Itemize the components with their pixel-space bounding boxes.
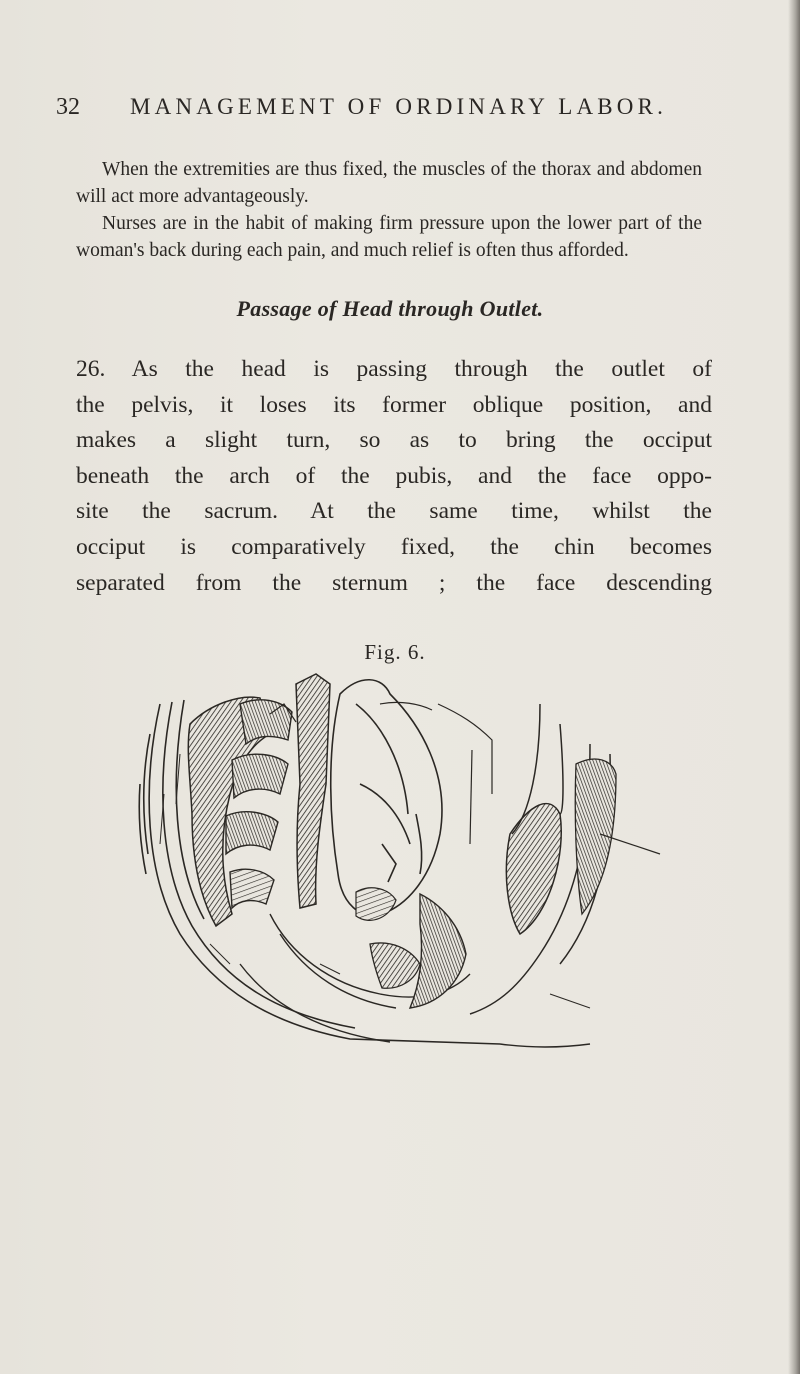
figure-caption: Fig. 6. <box>364 640 426 664</box>
perineum-region <box>410 894 466 1008</box>
pelvic-floor <box>370 943 420 988</box>
fetal-face-detail <box>356 888 396 921</box>
paragraph-extremities <box>76 156 702 210</box>
text-line: site the sacrum. At the same time, whilst the <box>76 498 712 525</box>
text-line: 26. As the head is passing through the outlet of <box>76 356 712 382</box>
paragraph-text: When the extremities are thus fixed, the muscles of the thorax and abdomen will act more advantageously. <box>76 159 702 207</box>
birth-canal-lines <box>240 914 590 1047</box>
text-line: makes a slight turn, so as to bring the occiput <box>76 427 712 454</box>
abdominal-wall <box>575 759 616 914</box>
vertebra-block <box>230 869 274 908</box>
section-title: Passage of Head through Outlet. <box>236 296 544 321</box>
vertebra-block <box>232 754 288 798</box>
text-line: beneath the arch of the pubis, and the face oppo- <box>76 462 712 489</box>
fetal-head-outline <box>331 680 442 916</box>
vertebra-block <box>240 700 292 744</box>
page-spine-shadow <box>788 0 800 1374</box>
running-header <box>56 94 696 130</box>
text-line: the pelvis, it loses its former oblique position, and <box>76 391 712 418</box>
page-number: 32 <box>56 94 80 120</box>
running-title: MANAGEMENT OF ORDINARY LABOR. <box>130 94 668 119</box>
vertebra-block <box>226 812 278 854</box>
pelvis-section-illustration <box>120 664 700 1048</box>
paragraph-nurses: Nurses are in the habit of making firm pressure upon the lower part of the woman's back during each pain, and much relief is often thus afforded. <box>76 213 702 261</box>
text-line: occiput is comparatively fixed, the chin becomes <box>76 533 712 560</box>
text-line: separated from the sternum ; the face descending <box>76 569 712 596</box>
paragraph-26 <box>76 352 712 601</box>
spinal-column <box>296 674 330 908</box>
